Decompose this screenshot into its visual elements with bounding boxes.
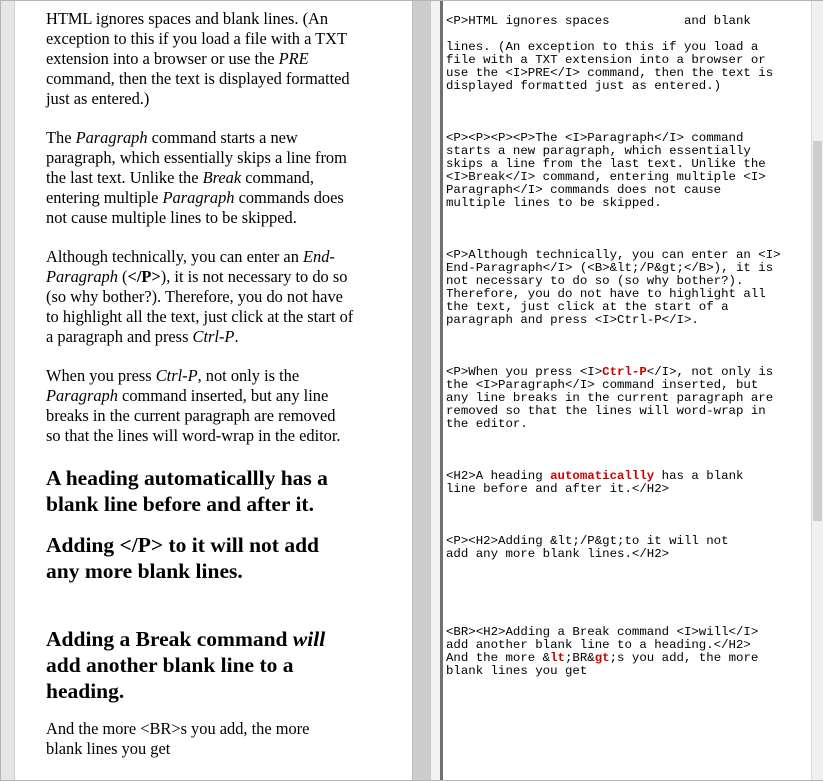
editor-block-3: <P>Although technically, you can enter an <I> End-Paragraph</I> (<B>&lt;/P&gt;</B>), it is not necessary to do so (so why bother?). Therefore, you do not have to highlight all the text, just click at the start of a paragraph and press <I>Ctrl-P</I>. [446,248,781,327]
editor-block-2: <P><P><P><P>The <I>Paragraph</I> command starts a new paragraph, which essentially skips a line from the last text. Unlike the <I>Break</I> command, entering multiple <I> Paragraph</I> commands does not cause multiple lines to be skipped. [446,131,766,210]
editor-scrollbar[interactable] [811,1,823,780]
pane-splitter[interactable] [430,1,441,780]
editor-scrollbar-thumb[interactable] [813,141,822,521]
left-edge-bar [1,1,15,780]
editor-block-5: <H2>A heading automaticallly has a blank line before and after it.</H2> [446,469,744,496]
preview-heading-3: Adding a Break command will add another blank line to a heading. [46,627,326,703]
preview-scrollbar[interactable] [412,1,430,780]
editor-content [446,15,808,678]
editor-block-4: <P>When you press <I>Ctrl-P</I>, not only is the <I>Paragraph</I> command inserted, but any line breaks in the current paragraph are removed so that the lines will word-wrap in the editor. [446,365,774,431]
preview-heading-1: A heading automaticallly has a blank line before and after it. [46,466,328,516]
preview-content [46,9,386,778]
html-preview-pane[interactable] [15,1,411,780]
preview-paragraph-1: HTML ignores spaces and blank lines. (An exception to this if you load a file with a TXT extension into a browser or use the PRE command, then the text is displayed formatted just as entered.) [46,9,350,108]
editor-block-6: <P><H2>Adding &lt;/P&gt;to it will not add any more blank lines.</H2> [446,534,729,561]
source-editor-pane[interactable] [443,1,811,780]
preview-break-gap [46,599,386,626]
preview-heading-2: Adding </P> to it will not add any more blank lines. [46,533,320,583]
preview-paragraph-2: The Paragraph command starts a new paragraph, which essentially skips a line from the last text. Unlike the Break command, entering multiple Paragraph commands does not cause multiple lines to be skipped. [46,128,347,227]
preview-paragraph-5: And the more <BR>s you add, the more blank lines you get [46,719,310,758]
editor-block-7: <BR><H2>Adding a Break command <I>will</I> add another blank line to a heading.</H2> And the more &lt;BR&gt;s you add, the more blank lines you get [446,625,759,678]
editor-line: <P>HTML ignores spaces and blank [446,14,751,28]
preview-paragraph-4: When you press Ctrl-P, not only is the Paragraph command inserted, but any line breaks in the current paragraph are removed so that the lines will word-wrap in the editor. [46,366,341,445]
preview-paragraph-3: Although technically, you can enter an End- Paragraph (</P>), it is not necessary to do so (so why bother?). Therefore, you do not have to highlight all the text, just click at the start of a paragraph and press Ctrl-P. [46,247,354,346]
editor-block-1: lines. (An exception to this if you load a file with a TXT extension into a browser or use the <I>PRE</I> command, then the text is displayed formatted just as entered.) [446,40,774,93]
